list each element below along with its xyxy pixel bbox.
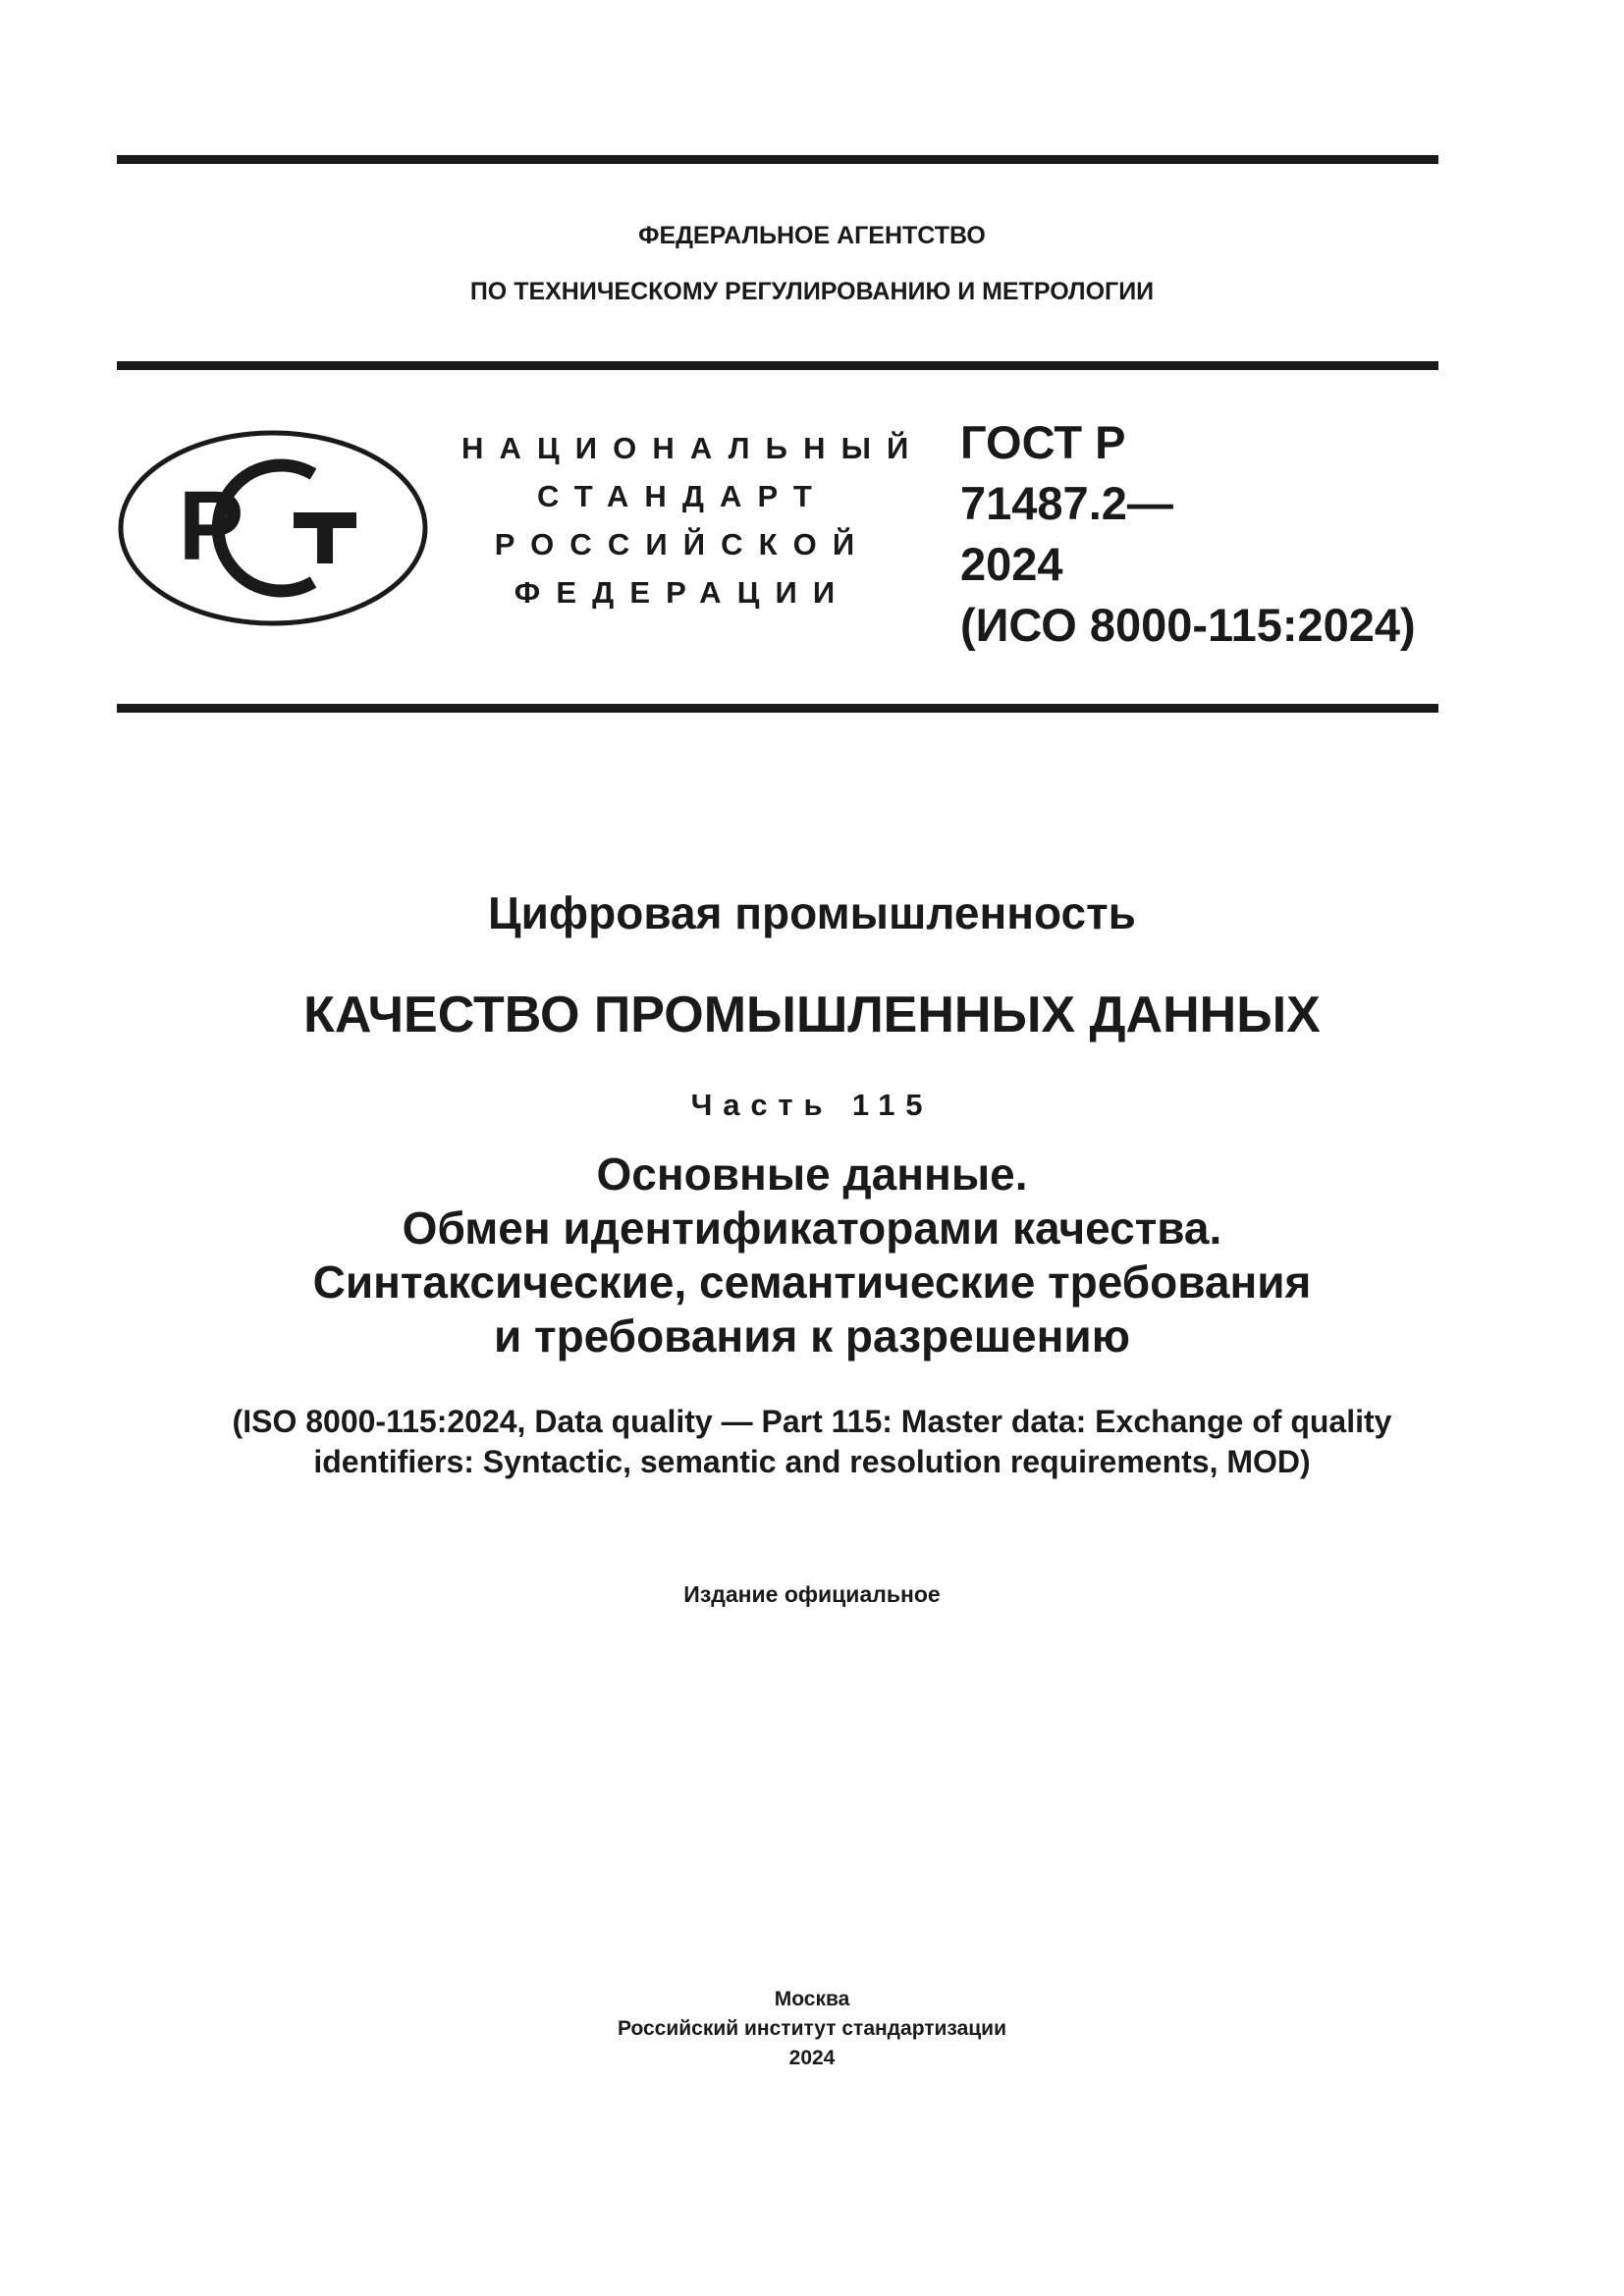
designation-rule — [117, 704, 1438, 713]
national-standard-line-2: СТАНДАРТ — [536, 479, 828, 513]
iso-reference-line-2: identifiers: Syntactic, semantic and resolution requirements, MOD) — [313, 1444, 1311, 1479]
imprint-city: Москва — [774, 1988, 850, 2010]
title-main: Цифровая промышленность — [488, 887, 1136, 938]
national-standard-line-3: РОССИЙСКОЙ — [494, 527, 871, 561]
designation-line-2: 71487.2— — [960, 477, 1173, 529]
part-title-line-4: и требования к разрешению — [494, 1310, 1130, 1362]
svg-text:Р: Р — [178, 471, 244, 581]
designation-line-1: ГОСТ Р — [960, 416, 1126, 468]
national-standard-line-1: НАЦИОНАЛЬНЫЙ — [461, 431, 925, 465]
national-standard-block — [461, 424, 925, 616]
designation-line-3: 2024 — [960, 538, 1063, 590]
part-number: Часть 115 — [690, 1088, 934, 1122]
agency-line-1: ФЕДЕРАЛЬНОЕ АГЕНТСТВО — [638, 222, 986, 249]
national-standard-line-4: ФЕДЕРАЦИИ — [514, 575, 851, 610]
header-rule — [117, 361, 1438, 370]
part-title-line-3: Синтаксические, семантические требования — [312, 1256, 1312, 1308]
designation-line-4: (ИСО 8000-115:2024) — [960, 599, 1416, 651]
iso-reference-line-1: (ISO 8000-115:2024, Data quality — Part 115: Master data: Exchange of quality — [232, 1404, 1392, 1439]
standard-designation — [960, 412, 1416, 656]
top-rule — [117, 155, 1438, 164]
rst-certification-mark-icon — [117, 429, 429, 627]
title-subtitle: КАЧЕСТВО ПРОМЫШЛЕННЫХ ДАННЫХ — [303, 987, 1321, 1043]
part-title-line-1: Основные данные. — [596, 1148, 1028, 1200]
agency-line-2: ПО ТЕХНИЧЕСКОМУ РЕГУЛИРОВАНИЮ И МЕТРОЛОГИИ — [469, 278, 1155, 305]
part-title-line-2: Обмен идентификаторами качества. — [402, 1202, 1222, 1254]
imprint-publisher: Российский институт стандартизации — [617, 2017, 1007, 2040]
edition-note: Издание официальное — [683, 1581, 941, 1607]
imprint-year: 2024 — [788, 2047, 836, 2069]
